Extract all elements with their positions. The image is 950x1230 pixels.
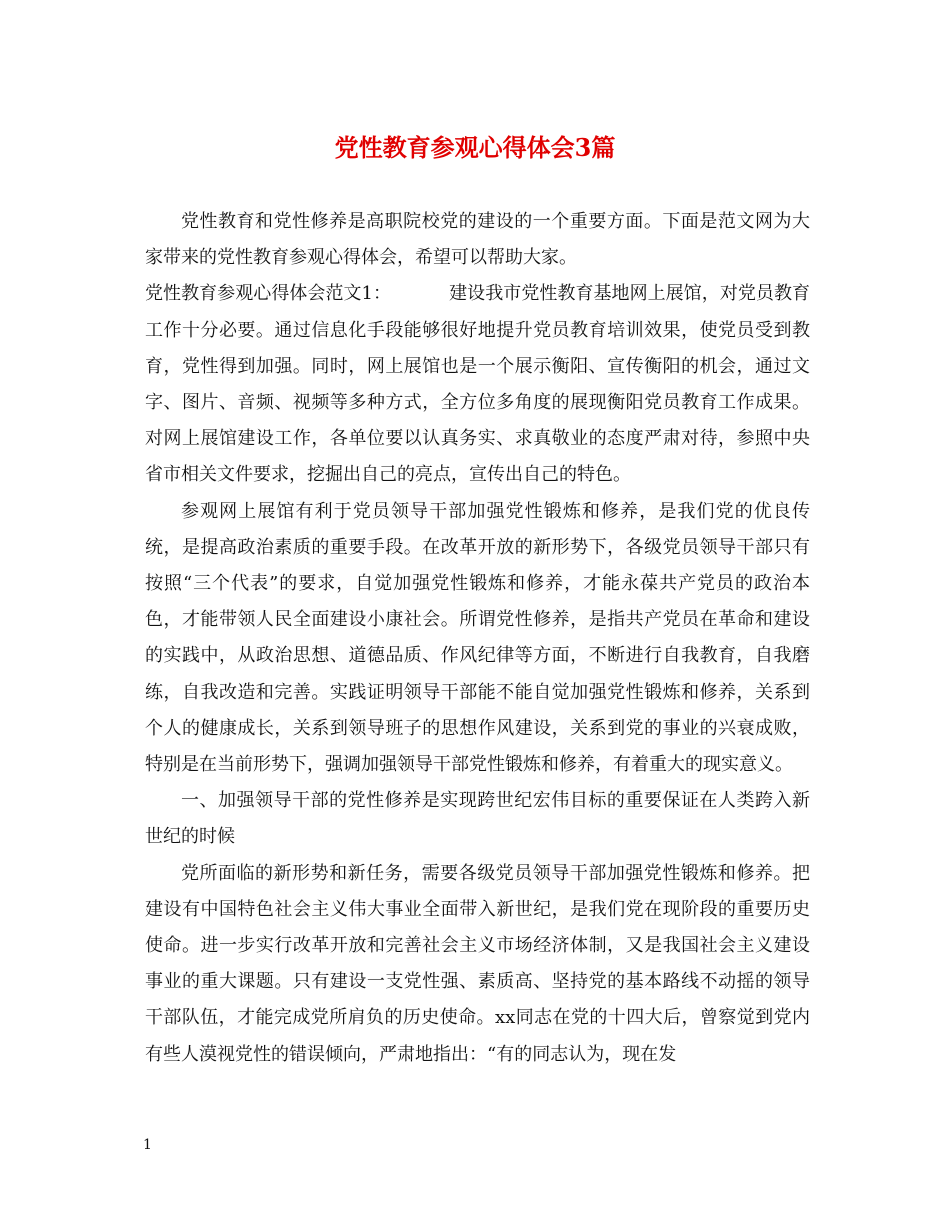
sample-paragraph bbox=[145, 276, 810, 493]
section-heading-1: 一、加强领导干部的党性修养是实现跨世纪宏伟目标的重要保证在人类跨入新世纪的时候 bbox=[145, 790, 810, 848]
body-paragraph-3: 党所面临的新形势和新任务，需要各级党员领导干部加强党性锻炼和修养。把建设有中国特色社会主义伟大事业全面带入新世纪，是我们党在现阶段的重要历史使命。进一步实行改革开放和完善社会主义市场经济体制，又是我国社会主义建设事业的重大课题。只有建设一支党性强、素质高、坚持党的基本路线不动摇的领导干部队伍，才能完成党所肩负的历史使命。xx同志在党的十四大后，曾察觉到党内有些人漠视党性的错误倾向，严肃地指出：“有的同志认为，现在发 bbox=[145, 862, 810, 1065]
document-title: 党性教育参观心得体会3篇 bbox=[334, 133, 616, 162]
page-number: 1 bbox=[143, 1137, 152, 1153]
sample-label: 党性教育参观心得体会范文1： bbox=[145, 283, 392, 305]
body-paragraph-2: 参观网上展馆有利于党员领导干部加强党性锻炼和修养，是我们党的优良传统，是提高政治素质的重要手段。在改革开放的新形势下，各级党员领导干部只有按照“三个代表”的要求，自觉加强党性锻炼和修养，才能永葆共产党员的政治本色，才能带领人民全面建设小康社会。所谓党性修养，是指共产党员在革命和建设的实践中，从政治思想、道德品质、作风纪律等方面，不断进行自我教育，自我磨练，自我改造和完善。实践证明领导干部能不能自觉加强党性锻炼和修养，关系到个人的健康成长，关系到领导班子的思想作风建设，关系到党的事业的兴衰成败，特别是在当前形势下，强调加强领导干部党性锻炼和修养，有着重大的现实意义。 bbox=[145, 500, 810, 776]
sample-text: 建设我市党性教育基地网上展馆，对党员教育工作十分必要。通过信息化手段能够很好地提升党员教育培训效果，使党员受到教育，党性得到加强。同时，网上展馆也是一个展示衡阳、宣传衡阳的机会，通过文字、图片、音频、视频等多种方式，全方位多角度的展现衡阳党员教育工作成果。对网上展馆建设工作，各单位要以认真务实、求真敬业的态度严肃对待，参照中央省市相关文件要求，挖掘出自己的亮点，宣传出自己的特色。 bbox=[145, 283, 811, 486]
document-body bbox=[145, 204, 810, 1073]
intro-paragraph: 党性教育和党性修养是高职院校党的建设的一个重要方面。下面是范文网为大家带来的党性教育参观心得体会，希望可以帮助大家。 bbox=[145, 211, 810, 269]
